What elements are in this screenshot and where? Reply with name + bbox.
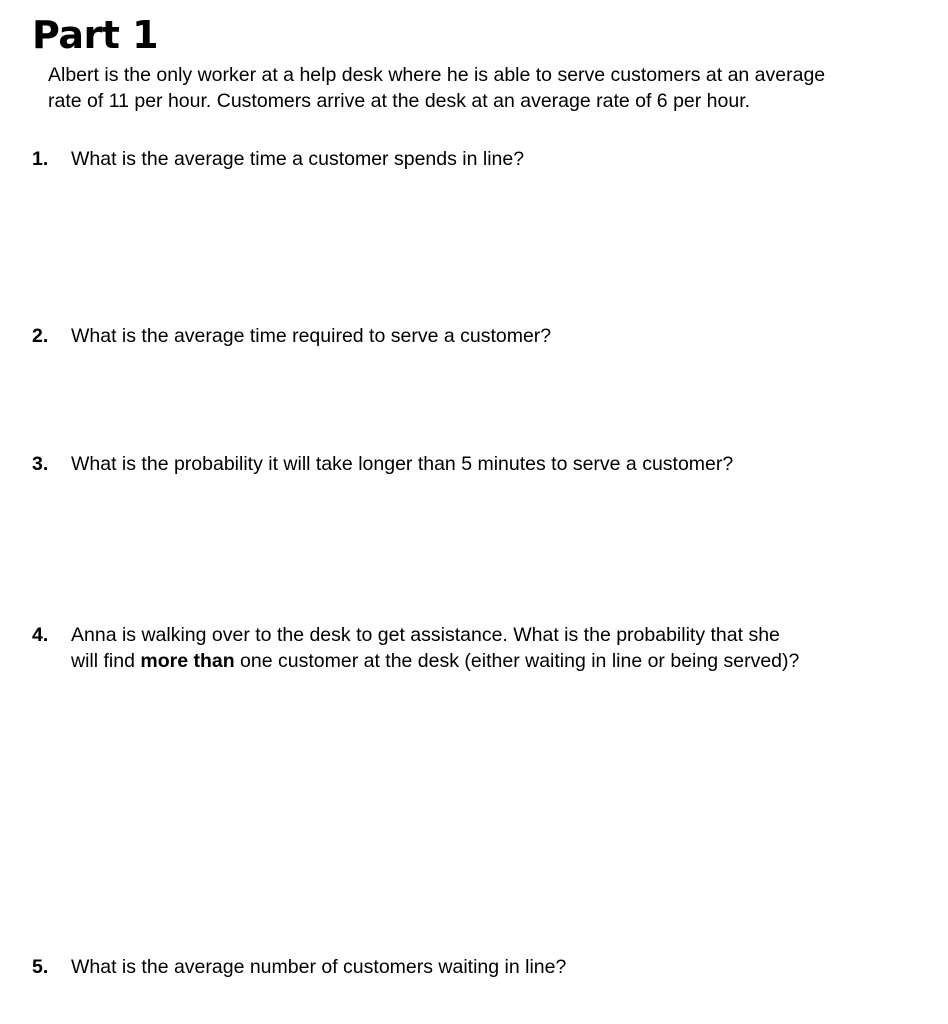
question-text	[71, 323, 931, 349]
question-text-after-bold: one customer at the desk (either waiting in line or being served)?	[234, 650, 800, 672]
intro-line-1: Albert is the only worker at a help desk where he is able to serve customers at an average	[48, 64, 826, 86]
question-text	[71, 622, 931, 674]
question-number: 4.	[32, 624, 49, 646]
question-number: 2.	[32, 325, 49, 347]
page-title: Part 1	[32, 13, 159, 57]
emphasis-more-than: more than	[140, 650, 235, 672]
intro-paragraph	[48, 62, 938, 114]
question-number: 1.	[32, 148, 49, 170]
question-text	[71, 954, 931, 980]
question-line: What is the average number of customers waiting in line?	[71, 956, 567, 978]
question-line: What is the average time required to serve a customer?	[71, 325, 552, 347]
question-number: 5.	[32, 956, 49, 978]
question-line: What is the probability it will take longer than 5 minutes to serve a customer?	[71, 453, 734, 475]
question-line-1: Anna is walking over to the desk to get assistance. What is the probability that she	[71, 624, 780, 646]
question-line: What is the average time a customer spends in line?	[71, 148, 525, 170]
question-number: 3.	[32, 453, 49, 475]
question-text	[71, 451, 931, 477]
question-text-before-bold: will find	[71, 650, 141, 672]
question-line-2	[71, 648, 931, 674]
question-text	[71, 146, 931, 172]
intro-line-2: rate of 11 per hour. Customers arrive at the desk at an average rate of 6 per hour.	[48, 90, 751, 112]
